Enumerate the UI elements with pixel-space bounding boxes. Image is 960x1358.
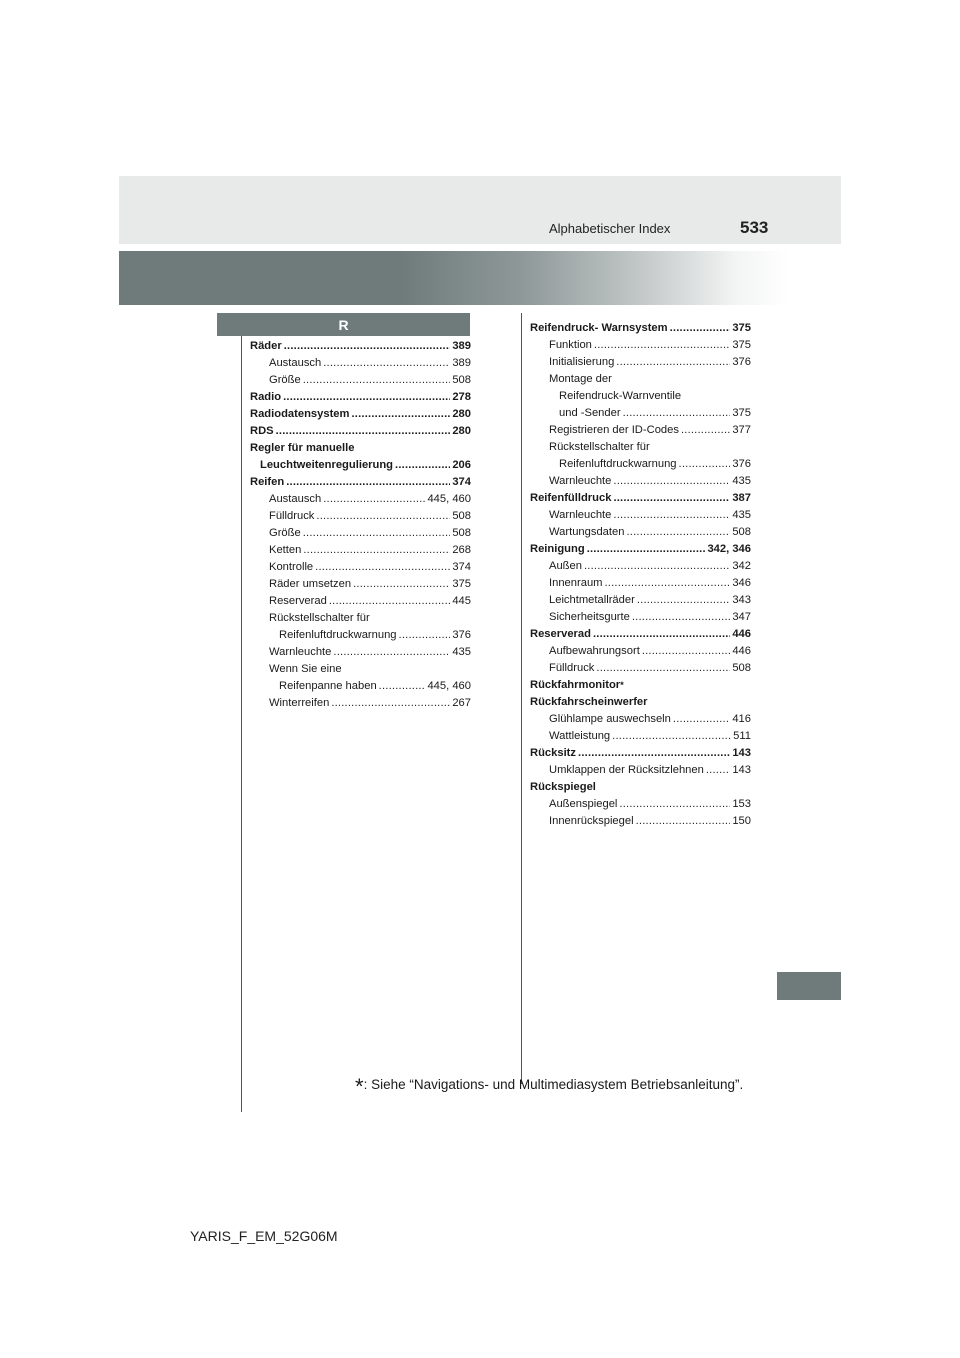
index-entry-label: Reinigung — [530, 543, 585, 555]
index-entry-label: Aufbewahrungsort — [549, 645, 640, 657]
index-entry — [250, 576, 471, 593]
index-entry — [250, 508, 471, 525]
index-entry-page: 153 — [732, 798, 751, 810]
index-entry-label: Außen — [549, 560, 582, 572]
chapter-banner — [119, 251, 789, 305]
footnote-star: * — [355, 1074, 364, 1099]
leader-dots — [303, 542, 450, 559]
index-entry-page: 342 — [732, 560, 751, 572]
index-entry-page: 374 — [452, 561, 471, 573]
index-entry — [530, 490, 751, 507]
index-entry — [250, 627, 471, 644]
index-entry-label: Rückstellschalter für — [549, 441, 650, 453]
index-entry-label: Fülldruck — [269, 510, 315, 522]
index-entry — [530, 422, 751, 439]
index-entry — [250, 440, 471, 457]
index-entry — [530, 592, 751, 609]
index-entry-page: 389 — [452, 340, 471, 352]
header-band — [119, 176, 841, 244]
leader-dots — [379, 678, 426, 695]
index-entry — [530, 711, 751, 728]
index-entry — [250, 491, 471, 508]
index-entry-page: 342, 346 — [707, 543, 751, 555]
page-number: 533 — [740, 218, 769, 237]
leader-dots — [632, 609, 730, 626]
leader-dots — [587, 541, 706, 558]
index-entry — [250, 661, 471, 678]
index-entry-page: 375 — [732, 322, 751, 334]
index-entry-label: Rückfahrscheinwerfer — [530, 696, 648, 708]
index-entry-page: 446 — [732, 628, 751, 640]
index-entry — [530, 813, 751, 830]
index-entry — [530, 575, 751, 592]
index-entry-label: Wattleistung — [549, 730, 611, 742]
index-entry-label: Fülldruck — [549, 662, 595, 674]
index-entry-label: Größe — [269, 374, 301, 386]
index-entry — [530, 728, 751, 745]
index-entry-page: 387 — [732, 492, 751, 504]
index-entry — [530, 320, 751, 337]
leader-dots — [316, 508, 450, 525]
index-entry-page: 446 — [732, 645, 751, 657]
index-entry-label: Reifen — [250, 476, 285, 488]
index-entry-label: Innenrückspiegel — [549, 815, 634, 827]
index-entry-page: 267 — [452, 697, 471, 709]
index-entry — [250, 559, 471, 576]
index-entry — [250, 457, 471, 474]
index-entry-label: Warnleuchte — [549, 509, 612, 521]
footnote — [355, 1074, 744, 1099]
index-entry — [530, 643, 751, 660]
leader-dots — [613, 507, 730, 524]
index-entry-label: Montage der — [549, 373, 612, 385]
index-entry-page: 375 — [452, 578, 471, 590]
index-entry — [250, 338, 471, 355]
leader-dots — [315, 559, 450, 576]
index-entry — [250, 678, 471, 695]
column-divider-left — [241, 336, 242, 1112]
leader-dots — [333, 644, 450, 661]
index-entry — [530, 796, 751, 813]
index-entry-page: 416 — [732, 713, 751, 725]
index-entry-page: 374 — [452, 476, 471, 488]
index-entry — [530, 609, 751, 626]
index-entry-page: 278 — [452, 391, 471, 403]
index-entry-label: Außenspiegel — [549, 798, 618, 810]
leader-dots — [681, 422, 730, 439]
index-entry-page: 150 — [732, 815, 751, 827]
index-entry — [250, 389, 471, 406]
column-divider-middle — [521, 313, 522, 1084]
leader-dots — [613, 473, 730, 490]
leader-dots — [626, 524, 730, 541]
index-entry-label: Ketten — [269, 544, 302, 556]
index-entry-label: Leichtmetallräder — [549, 594, 635, 606]
leader-dots — [619, 796, 730, 813]
index-entry — [530, 354, 751, 371]
index-entry-page: 143 — [732, 747, 751, 759]
index-entry — [530, 677, 751, 694]
index-entry — [530, 371, 751, 388]
index-entry-label: Radiodatensystem — [250, 408, 350, 420]
index-entry — [530, 524, 751, 541]
leader-dots — [353, 576, 450, 593]
index-entry-page: 508 — [732, 662, 751, 674]
index-entry-label: Reserverad — [269, 595, 327, 607]
index-entry — [250, 593, 471, 610]
leader-dots — [286, 474, 450, 491]
index-entry-label: Umklappen der Rücksitzlehnen — [549, 764, 704, 776]
index-entry-label: Wenn Sie eine — [269, 663, 342, 675]
leader-dots — [399, 627, 451, 644]
index-entry-label: und -Sender — [559, 407, 621, 419]
index-entry-page: 445, 460 — [427, 493, 471, 505]
leader-dots — [612, 728, 731, 745]
index-entry — [530, 762, 751, 779]
leader-dots — [670, 320, 731, 337]
index-entry-label: Warnleuchte — [269, 646, 332, 658]
index-entry — [530, 337, 751, 354]
index-entry-page: 445 — [452, 595, 471, 607]
index-entry-label: Reifenfülldruck — [530, 492, 612, 504]
index-entry — [250, 695, 471, 712]
leader-dots — [578, 745, 730, 762]
index-entry-label: Radio — [250, 391, 282, 403]
index-entry-label: Initialisierung — [549, 356, 615, 368]
index-entry-label: Räder umsetzen — [269, 578, 352, 590]
leader-dots — [284, 338, 451, 355]
index-entry-page: 445, 460 — [427, 680, 471, 692]
index-entry-page: 508 — [452, 510, 471, 522]
leader-dots — [283, 389, 450, 406]
index-entry-page: 435 — [732, 509, 751, 521]
index-entry-page: 347 — [732, 611, 751, 623]
leader-dots — [679, 456, 731, 473]
index-entry — [530, 541, 751, 558]
index-entry-label: Rückspiegel — [530, 781, 596, 793]
index-entry — [250, 525, 471, 542]
leader-dots — [616, 354, 730, 371]
footnote-text: : Siehe “Navigations- und Multimediasystem Betriebsanleitung”. — [363, 1077, 744, 1092]
index-entry-label: Wartungsdaten — [549, 526, 625, 538]
index-entry-page: 280 — [452, 425, 471, 437]
index-entry — [250, 406, 471, 423]
index-entry — [530, 473, 751, 490]
index-entry-page: 375 — [732, 407, 751, 419]
index-entry-page: 377 — [732, 424, 751, 436]
index-entry — [530, 779, 751, 796]
header-title: Alphabetischer Index — [549, 221, 671, 236]
index-entry — [530, 558, 751, 575]
index-entry — [530, 405, 751, 422]
chapter-side-tab — [777, 972, 841, 1000]
index-entry — [530, 660, 751, 677]
index-entry-page: 343 — [732, 594, 751, 606]
index-entry-page: 508 — [732, 526, 751, 538]
leader-dots — [303, 525, 451, 542]
index-entry — [530, 507, 751, 524]
leader-dots — [323, 491, 425, 508]
index-entry-page: 268 — [452, 544, 471, 556]
index-entry-page: 435 — [732, 475, 751, 487]
leader-dots — [605, 575, 731, 592]
leader-dots — [594, 337, 730, 354]
index-entry-label: Innenraum — [549, 577, 603, 589]
leader-dots — [593, 626, 730, 643]
index-entry — [250, 542, 471, 559]
leader-dots — [331, 695, 450, 712]
section-letter-header: R — [217, 313, 470, 336]
index-entry-page: 511 — [733, 730, 751, 742]
index-entry-label: Funktion — [549, 339, 592, 351]
index-entry — [250, 610, 471, 627]
index-entry-label: Reifenluftdruckwarnung — [559, 458, 677, 470]
index-entry-page: 375 — [732, 339, 751, 351]
index-entry-label: RDS — [250, 425, 274, 437]
index-column-right — [530, 320, 751, 830]
index-entry — [530, 439, 751, 456]
index-entry-page: 206 — [452, 459, 471, 471]
leader-dots — [673, 711, 730, 728]
index-entry — [530, 456, 751, 473]
index-entry-page: 376 — [452, 629, 471, 641]
index-entry-page: 389 — [452, 357, 471, 369]
leader-dots — [642, 643, 731, 660]
leader-dots — [329, 593, 451, 610]
index-entry — [250, 474, 471, 491]
leader-dots — [623, 405, 731, 422]
index-entry-label: Reifenpanne haben — [279, 680, 377, 692]
index-entry — [250, 355, 471, 372]
leader-dots — [636, 813, 731, 830]
index-entry-page: 376 — [732, 458, 751, 470]
index-entry-page: 435 — [452, 646, 471, 658]
index-column-left — [250, 338, 471, 712]
index-entry-page: 508 — [452, 527, 471, 539]
index-entry-label: Rücksitz — [530, 747, 577, 759]
index-entry-label: Registrieren der ID-Codes — [549, 424, 679, 436]
index-entry-label: Räder — [250, 340, 282, 352]
index-entry-label: Kontrolle — [269, 561, 314, 573]
leader-dots — [351, 406, 450, 423]
index-entry-label: Reifendruck-Warnventile — [559, 390, 682, 402]
index-entry — [530, 626, 751, 643]
index-entry — [530, 694, 751, 711]
leader-dots — [395, 457, 450, 474]
index-entry — [250, 372, 471, 389]
footnote-marker: * — [620, 680, 624, 690]
leader-dots — [613, 490, 730, 507]
index-entry — [530, 388, 751, 405]
index-entry-page: 508 — [452, 374, 471, 386]
leader-dots — [637, 592, 731, 609]
index-entry-label: Warnleuchte — [549, 475, 612, 487]
index-entry-label: Reserverad — [530, 628, 591, 640]
index-entry-page: 143 — [732, 764, 751, 776]
index-entry-page: 280 — [452, 408, 471, 420]
index-entry-label: Austausch — [269, 493, 322, 505]
leader-dots — [706, 762, 730, 779]
index-entry-page: 376 — [732, 356, 751, 368]
leader-dots — [584, 558, 730, 575]
leader-dots — [276, 423, 451, 440]
index-entry-page: 346 — [732, 577, 751, 589]
index-entry-label: Regler für manuelle — [250, 442, 355, 454]
index-entry-label: Winterreifen — [269, 697, 330, 709]
document-code: YARIS_F_EM_52G06M — [190, 1228, 338, 1244]
index-entry — [250, 644, 471, 661]
index-entry-label: Rückfahrmonitor — [530, 679, 621, 691]
index-entry — [530, 745, 751, 762]
index-entry-label: Glühlampe auswechseln — [549, 713, 671, 725]
index-entry-label: Sicherheitsgurte — [549, 611, 630, 623]
index-entry-label: Größe — [269, 527, 301, 539]
index-entry-label: Austausch — [269, 357, 322, 369]
index-entry-label: Reifendruck- Warnsystem — [530, 322, 668, 334]
index-entry-label: Reifenluftdruckwarnung — [279, 629, 397, 641]
index-entry — [250, 423, 471, 440]
index-entry-label: Leuchtweitenregulierung — [260, 459, 394, 471]
leader-dots — [323, 355, 450, 372]
index-entry-label: Rückstellschalter für — [269, 612, 370, 624]
leader-dots — [596, 660, 730, 677]
leader-dots — [303, 372, 451, 389]
